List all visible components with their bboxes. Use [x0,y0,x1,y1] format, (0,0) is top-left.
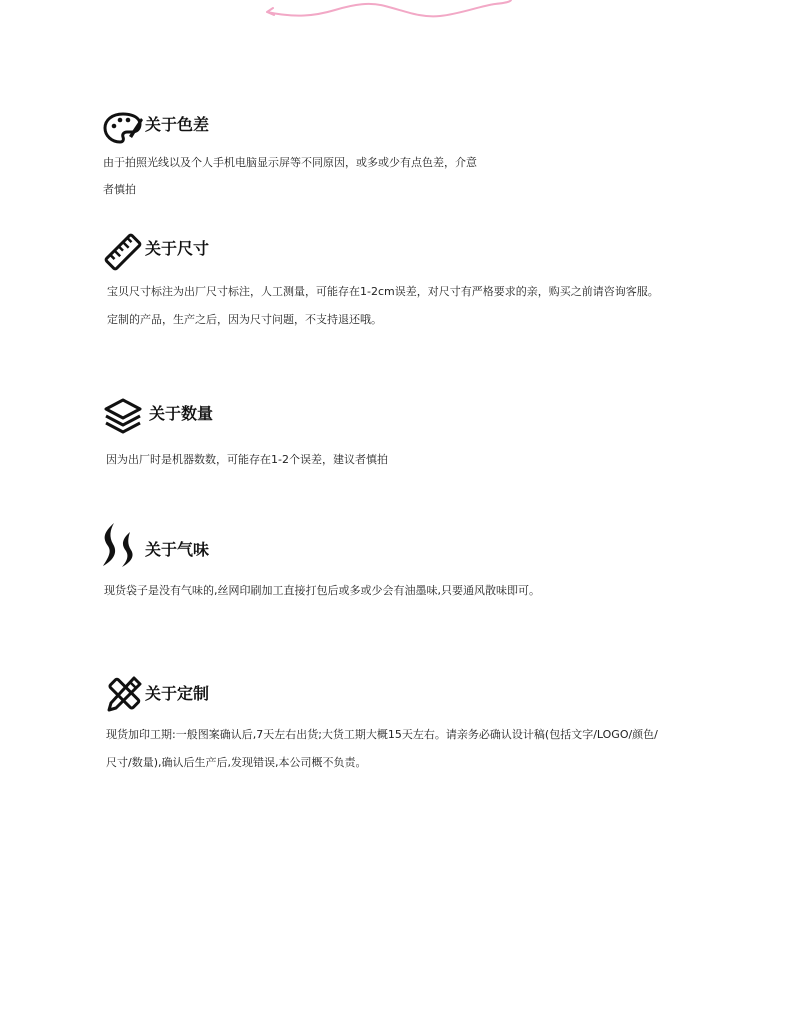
section-text-line: 尺寸/数量),确认后生产后,发现错误,本公司概不负责。 [106,756,367,769]
layers-icon [103,396,143,436]
ruler-icon [103,232,143,272]
section-text-line: 者慎拍 [103,183,136,196]
section-title: 关于尺寸 [145,239,210,258]
pencil-ruler-icon [104,674,144,714]
section-title: 关于气味 [145,540,210,559]
section-text-line: 现货袋子是没有气味的,丝网印刷加工直接打包后或多或少会有油墨味,只要通风散味即可。 [104,584,540,597]
section-text-line: 由于拍照光线以及个人手机电脑显示屏等不同原因，或多或少有点色差，介意 [103,156,477,169]
palette-icon [103,108,143,148]
section-text-line: 因为出厂时是机器数数，可能存在1-2个误差，建议者慎拍 [106,453,388,466]
section-text-line: 现货加印工期:一般图案确认后,7天左右出货;大货工期大概15天左右。请亲务必确认设计稿(包括文字/LOGO/颜色/ [106,728,658,741]
section-text-line: 宝贝尺寸标注为出厂尺寸标注，人工测量，可能存在1-2cm误差，对尺寸有严格要求的亲，购买之前请咨询客服。 [107,285,659,298]
section-title: 关于数量 [149,404,214,423]
section-title: 关于定制 [145,684,210,703]
smell-waves-icon [100,522,140,568]
decorative-curve [255,0,525,28]
section-title: 关于色差 [145,115,210,134]
section-text-line: 定制的产品，生产之后，因为尺寸问题，不支持退还哦。 [107,313,382,326]
